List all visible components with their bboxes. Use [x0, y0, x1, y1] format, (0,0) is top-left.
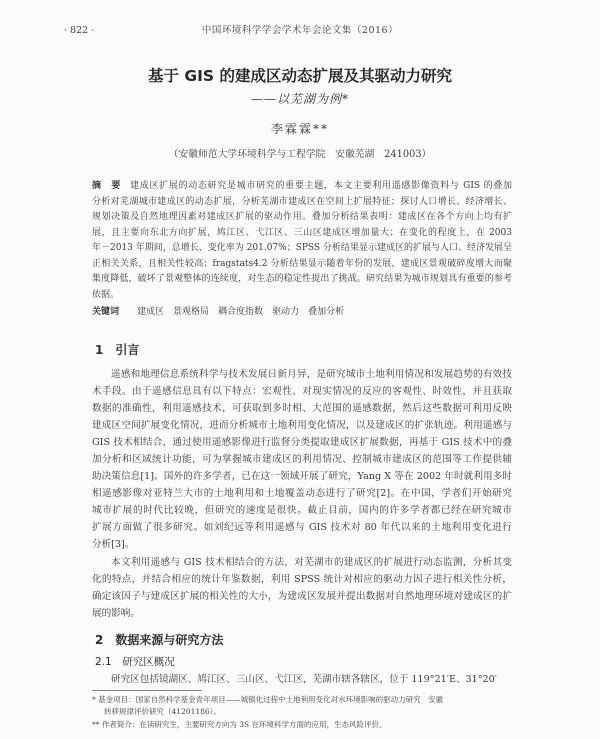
body-line: 遥感和地理信息系统科学与技术发展日新月异，是研究城市土地利用情况和发展趋势的有效技 — [111, 369, 512, 380]
keyword: 驱动力 — [272, 307, 300, 317]
body-line: 术手段。由于遥感信息具有以下特点：宏观性、对现实情况的反应的客观性、时效性，并且获取 — [92, 386, 512, 397]
abstract-line: 集度降低，破坏了景观整体的连续度，对生态的稳定性提出了挑战。研究结果为城市规划具有重要的参考 — [92, 274, 512, 284]
body-line: 展的影响。 — [92, 608, 140, 619]
body-line: 扩展方面做了很多研究。如刘纪远等利用遥感与 GIS 技术对 80 年代以来的土地利用变化进行 — [92, 522, 512, 533]
subsection-heading-study-area: 2.1 研究区概况 — [95, 656, 175, 668]
body-line: 本文利用遥感与 GIS 技术相结合的方法，对芜湖市的建成区的扩展进行动态监测，分析其变 — [111, 557, 512, 568]
abstract-line — [92, 180, 512, 192]
section-heading-introduction: 1 引言 — [95, 343, 140, 357]
body-line: 加分析和区域统计功能，可为掌握城市建成区的利用情况、控制城市建成区的范围等工作提供辅 — [92, 454, 512, 465]
body-line: GIS 技术相结合，通过使用遥感影像进行监督分类提取建成区扩展数据，再基于 GIS 技术中的叠 — [92, 437, 512, 448]
body-line: 数据的准确性，利用遥感技术，可获取到多时相、大范围的遥感数据，然后这些数据可利用反映 — [92, 403, 512, 414]
author-affiliation: （安徽师范大学环境科学与工程学院 安徽芜湖 241003） — [168, 149, 432, 160]
keyword: 建成区 — [137, 307, 165, 317]
page-number: · 822 · — [64, 25, 95, 36]
body-line: 研究区包括镜湖区、鸠江区、三山区、弋江区，芜湖市辖各辖区，位于 119°21′E、31°20′ — [111, 674, 497, 685]
keywords — [92, 306, 512, 318]
body-line: 建成区空间扩展变化情况，进而分析城市土地利用变化情况，以及建成区的扩张轨迹。利用遥感与 — [92, 420, 512, 431]
body-line: 城市扩展的时代比较晚，但研究的速度是很快。截止目前，国内的许多学者都已经在研究城市 — [92, 505, 512, 516]
keywords-label: 关键词 — [92, 307, 120, 317]
abstract-line: 依据。 — [92, 289, 120, 300]
keyword: 叠加分析 — [308, 307, 345, 317]
paper-subtitle: ——以芜湖为例* — [250, 92, 349, 106]
footnote-funding-cont: 转移规律评价研究（41201186）。 — [104, 707, 221, 716]
paper-title: 基于 GIS 的建成区动态扩展及其驱动力研究 — [148, 67, 452, 85]
body-line: 助决策信息[1]。国外的许多学者，已在这一领域开展了研究，Yang X 等在 2002 年时就利用多时 — [92, 471, 512, 482]
body-line: 相遥感影像对亚特兰大市的土地利用和土地覆盖动态进行了研究[2]。在中国，学者们开始研究 — [92, 488, 512, 499]
body-line: 化的特点，并结合相应的统计年鉴数据，利用 SPSS 统计对相应的驱动力因子进行相关性分析， — [92, 574, 512, 585]
abstract-text: 建成区扩展的动态研究是城市研究的重要主题，本文主要利用遥感影像资料与 GIS 的叠加 — [130, 181, 512, 191]
abstract-line: 分析对芜湖城市建成区的动态扩展，分析芜湖市建成区在空间上扩展特征；探讨人口增长、经济增长、 — [92, 196, 512, 207]
author-name: 李霖霖** — [270, 122, 329, 136]
abstract-line: 正相关关系，且相关性较高；fragstats4.2 分析结果显示随着年份的发展，建成区景观破碎度增大而聚 — [92, 258, 512, 269]
body-line: 确定该因子与建成区扩展的相关性的大小，为建成区发展并提出数据对自然地理环境对建成区的扩 — [92, 591, 512, 602]
footnote-rule — [92, 690, 202, 691]
keyword: 耦合度指数 — [218, 307, 264, 317]
abstract-line: 规划决策及自然地理因素对建成区扩展的驱动作用。叠加分析结果表明：建成区在各个方向上均有扩 — [92, 212, 512, 222]
footnote-funding: * 基金项目：国家自然科学基金青年项目——城镇化过程中土地利用变化对水环境影响的驱动力研究 安徽 — [92, 695, 444, 704]
abstract-line: 展，且主要向东北方向扩展，鸠江区、弋江区、三山区建成区增加量大；在变化的程度上，在 2003 — [92, 227, 512, 238]
section-heading-data-methods: 2 数据来源与研究方法 — [95, 633, 224, 647]
keyword: 景观格局 — [173, 307, 210, 317]
footnote-author-bio: ** 作者简介：在读研究生，主要研究方向为 3S 在环境科学方面的应用，生态风险评价。 — [92, 720, 387, 729]
abstract-line: 年－2013 年期间，总增长、变化率为 201.07%；SPSS 分析结果显示建成区的扩展与人口、经济发展呈 — [92, 243, 512, 253]
running-header: 中国环境科学学会学术年会论文集（2016） — [201, 25, 399, 36]
abstract-label: 摘 要 — [92, 181, 122, 191]
body-line: 分析[3]。 — [92, 539, 135, 550]
